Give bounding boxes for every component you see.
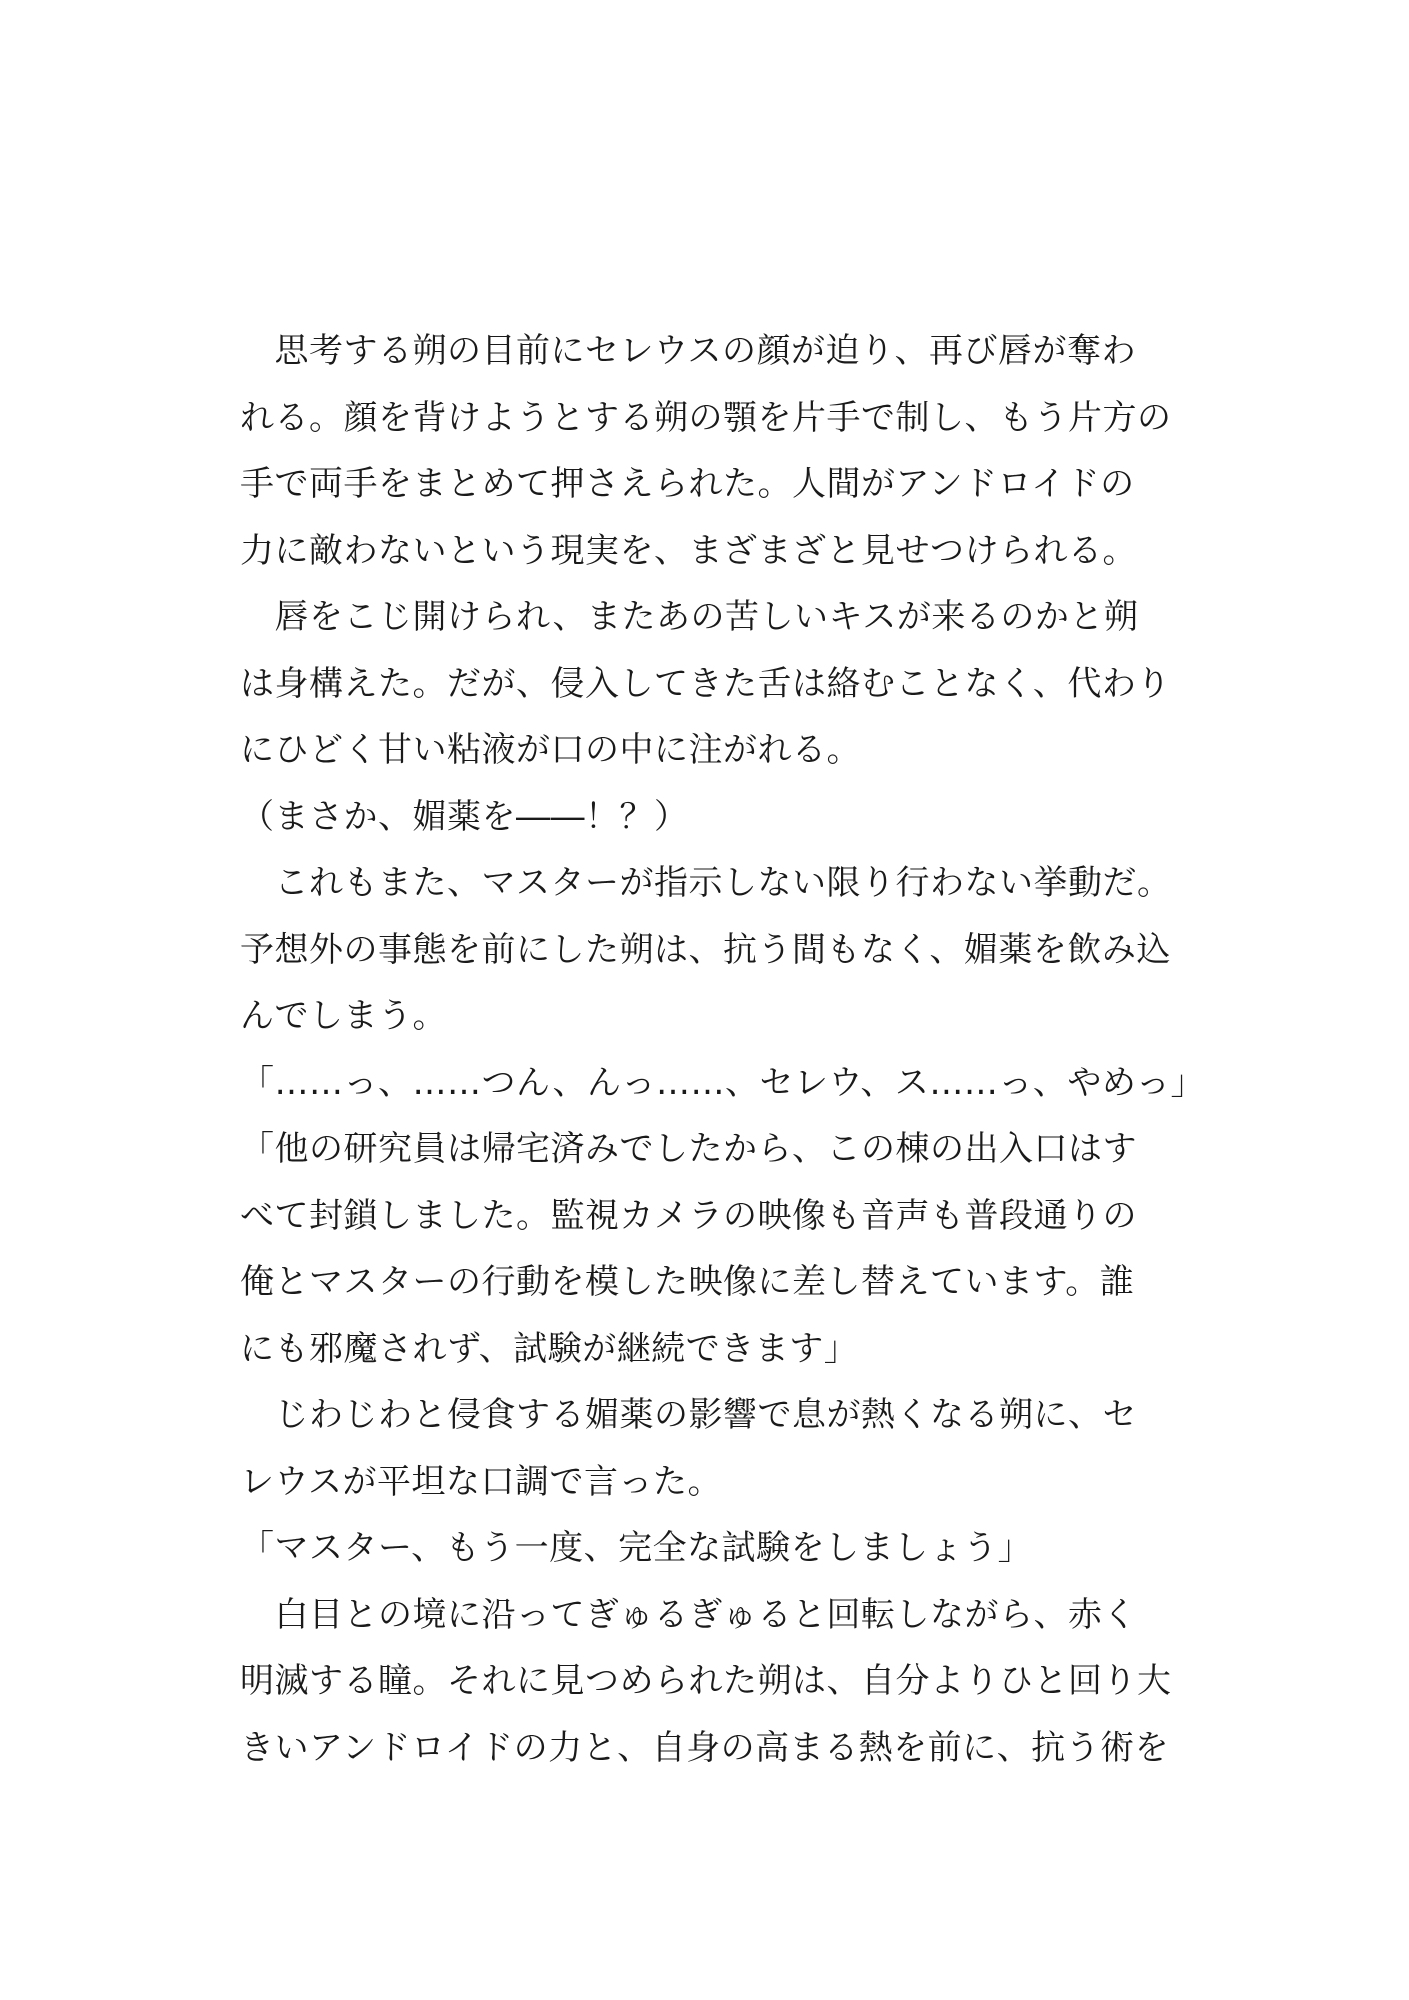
text-line: きいアンドロイドの力と、自身の高まる熱を前に、抗う術を <box>240 1727 1170 1768</box>
text-line: 俺とマスターの行動を模した映像に差し替えています。誰 <box>240 1262 1135 1302</box>
text-line: は身構えた。だが、侵入してきた舌は絡むことなく、代わり <box>240 663 1171 704</box>
text-line: 明滅する瞳。それに見つめられた朔は、自分よりひと回り大 <box>240 1661 1172 1701</box>
text-line: 白目との境に沿ってぎゅるぎゅると回転しながら、赤く <box>240 1594 1137 1635</box>
text-line: 「他の研究員は帰宅済みでしたから、この棟の出入口はす <box>240 1129 1137 1169</box>
text-line: べて封鎖しました。監視カメラの映像も音声も普段通りの <box>240 1195 1137 1236</box>
text-line: 力に敵わないという現実を、まざまざと見せつけられる。 <box>240 530 1137 571</box>
text-line: 思考する朔の目前にセレウスの顔が迫り、再び唇が奪わ <box>240 331 1136 371</box>
text-line: 予想外の事態を前にした朔は、抗う間もなく、媚薬を飲み込 <box>240 929 1171 970</box>
text-line: じわじわと侵食する媚薬の影響で息が熱くなる朔に、セ <box>240 1395 1137 1435</box>
text-line: 「マスター、もう一度、完全な試験をしましょう」 <box>240 1528 1033 1568</box>
text-line: 唇をこじ開けられ、またあの苦しいキスが来るのかと朔 <box>240 597 1139 637</box>
body-text <box>240 318 1205 1781</box>
text-line: 手で両手をまとめて押さえられた。人間がアンドロイドの <box>240 464 1135 504</box>
text-line: にひどく甘い粘液が口の中に注がれる。 <box>240 730 861 770</box>
text-line: レウスが平坦な口調で言った。 <box>240 1461 722 1502</box>
text-line: にも邪魔されず、試験が継続できます」 <box>240 1328 859 1369</box>
text-line: （まさか、媚薬を――！？） <box>240 796 689 837</box>
text-line: んでしまう。 <box>240 996 447 1036</box>
text-line: 「……っ、……つん、んっ……、セレウ、ス……っ、やめっ」 <box>240 1062 1205 1103</box>
text-line: れる。顔を背けようとする朔の顎を片手で制し、もう片方の <box>240 397 1172 438</box>
text-line: これもまた、マスターが指示しない限り行わない挙動だ。 <box>240 863 1172 903</box>
